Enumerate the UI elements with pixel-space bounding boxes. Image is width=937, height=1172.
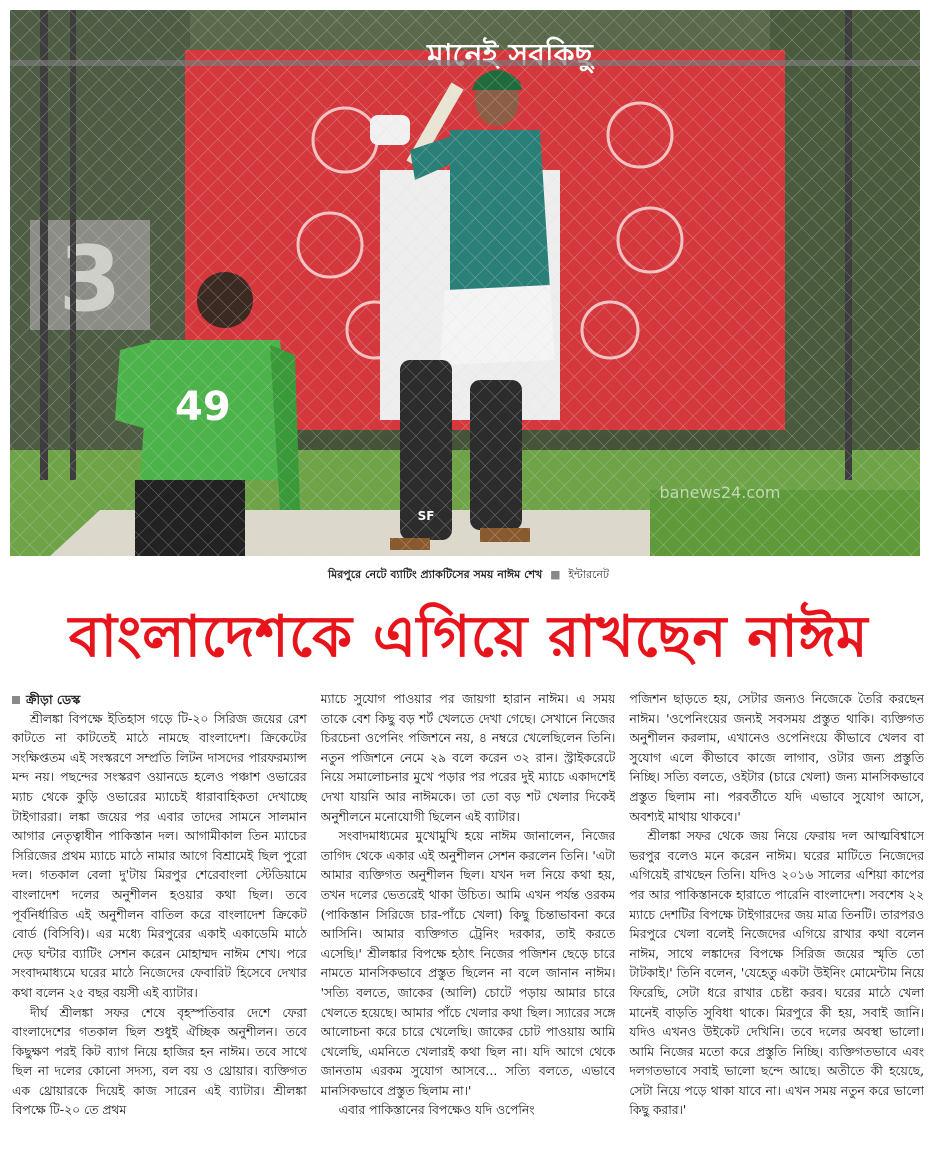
photo-watermark: banews24.com (659, 483, 781, 502)
desk-byline (12, 690, 307, 710)
caption-separator-icon: ■ (550, 568, 561, 581)
paragraph: দীর্ঘ শ্রীলঙ্কা সফর শেষে বৃহস্পতিবার দেশে ফেরা বাংলাদেশের গতকাল ছিল শুধুই ঐচ্ছিক অনুশীলন। তবে কিছুক্ষণ পরই কিট ব্যাগ নিয়ে হাজির হন নাঈম। তবে সাথে ছিল না দলের কোনো সদস্য, বল বয় ও থ্রোয়ার। ব্যক্তিগত এক থ্রোয়ারকে দিয়েই কাজ সারেন এই ব্যাটার। শ্রীলঙ্কা বিপক্ষে টি-২০ তে প্রথম (12, 1005, 307, 1118)
desk-label: ক্রীড়া ডেস্ক (26, 692, 81, 707)
paragraph: সংবাদমাধ্যমের মুখোমুখি হয়ে নাঈম জানালেন, নিজের তাগিদ থেকে একার এই অনুশীলন সেশন করলেন তিনি। 'এটা আমার ব্যক্তিগত অনুশীলন ছিল। যখন দল নিয়ে কথা হয়, তখন দলের ভেতরেই থাকা উচিত। আমি এখন পর্যন্ত ওরকম (পাকিস্তান সিরিজে চার-পাঁচে খেলা) কিছু চিন্তাভাবনা করে আসিনি। আমার ব্যক্তিগত ট্রেনিং দরকার, তাই করতে এসেছি।' শ্রীলঙ্কার বিপক্ষে হঠাৎ নিজের পজিশন ছেড়ে চারে নামতে মানসিকভাবে প্রস্তুত ছিলেন না বলে জানান নাঈম। 'সত্যি বলতে, জাকের (আলি) চোটে পড়ায় আমার চারে খেলতে হয়েছে। আমার পাঁচে খেলার কথা ছিল। স্যারের সঙ্গে আলোচনা করে চারে খেলেছি। জাকের চোট পাওয়ায় আমি খেলেছি, এমনিতে খেলারই কথা ছিল না। যদি আগে থেকে জানতাম এরকম সুযোগ আসবে... সত্যি বলতে, এভাবে মানসিকভাবে প্রস্তুত ছিলাম না।' (320, 829, 616, 1098)
paragraph: ম্যাচে সুযোগ পাওয়ার পর জায়গা হারান নাঈম। এ সময় তাকে বেশ কিছু বড় শর্ট খেলতে দেখা গেছে। সেখানে নিজের চিরচেনা ওপেনিং পজিশনে নয়, ৪ নম্বরে খেলেছিলেন তিনি। নতুন পজিশনে নেমে ২৯ বলে করেন ৩২ রান। স্ট্রাইকরেটে নিয়ে সমালোচনার মুখে পড়ার পর পরের দুই ম্যাচে একাদশেই দেখা যায়নি আর নাঈমকে। তা তো বড় শট খেলার দিকেই অনুশীলনে মনোযোগী ছিলেন এই ব্যাটার। (320, 692, 616, 824)
paragraph: শ্রীলঙ্কা সফর থেকে জয় নিয়ে ফেরায় দল আত্মবিশ্বাসে ভরপুর বলেও মনে করেন নাঈম। ঘরের মাটিতে নিজেদের এগিয়েই রাখছেন তিনি। যদিও ২০১৬ সালের এশিয়া কাপের পর আর পাকিস্তানকে হারাতে পারেনি বাংলাদেশ। সবশেষ ২২ ম্যাচে দেশটির বিপক্ষে টাইগারদের জয় মাত্র তিনটি। তারপরও মিরপুরে খেলা বলেই নিজেদের এগিয়ে রাখার কথা বলেন নাঈম, সাথে লঙ্কাদের বিপক্ষে সিরিজ জয়ের স্মৃতি তো টাটকাই।' তিনি বলেন, 'যেহেতু একটা উইনিং মোমেন্টাম নিয়ে ফিরেছি, সেটা ধরে রাখার চেষ্টা করব। ঘরের মাঠে খেলা মানেই বাড়তি সুবিধা থাকে। মিরপুরে কী হয়, সবাই জানি। যদিও এখনও উইকেট দেখিনি। তবে দলের অবস্থা ভালো। আমি নিজের মতো করে প্রস্তুতি নিচ্ছি। ব্যক্তিগতভাবে এবং দলগতভাবে সবাই ভালো ছন্দে আছে। অতীতে কী হয়েছে, সেটা নিয়ে পড়ে থাকা যাবে না। এখন সময় নতুন করে ভালো কিছু করার।' (629, 829, 925, 1118)
article-body (12, 690, 924, 1164)
article-column-2 (321, 690, 616, 1164)
paragraph: শ্রীলঙ্কা বিপক্ষে ইতিহাস গড়ে টি-২০ সিরিজ জয়ের রেশ কাটতে না কাটতেই মাঠে নামছে বাংলাদেশ। ক্রিকেটের সংক্ষিপ্ততম এই সংস্করণে সম্প্রতি লিটন দাসদের পারফরম্যান্স মন্দ নয়। পছন্দের সংস্করণ ওয়ানডে হলেও পঞ্চাশ ওভারের ম্যাচ থেকে কুড়ি ওভারের ম্যাচেই ধারাবাহিকতা দেখাচ্ছে টাইগাররা। লঙ্কা জয়ের পর এবার তাদের সামনে সালমান আগার নেতৃত্বাধীন পাকিস্তান দল। আগামীকাল তিন ম্যাচের সিরিজের প্রথম ম্যাচে মাঠে নামার আগে বিশ্রামেই ছিল পুরো দল। গতকাল বেলা দু'টায় মিরপুর শেরেবাংলা স্টেডিয়ামে বাংলাদেশ দলের অনুশীলন হওয়ার কথা ছিল। তবে পূর্বনির্ধারিত এই অনুশীলন বাতিল করে বাংলাদেশ ক্রিকেট বোর্ড (বিসিবি)। এর মধ্যে মিরপুরের একাই একাডেমি মাঠে দেড় ঘন্টার ব্যাটিং সেশন করেন মোহাম্মদ নাঈম শেখ। পরে সংবাদমাধ্যমে ঘরের মাঠে নিজেদের ফেবারিট হিসেবে দেখার কথা বলেন ২৫ বছর বয়সী এই ব্যাটার। (12, 711, 307, 1000)
caption-text: মিরপুরে নেটে ব্যাটিং প্র্যাকটিসের সময় নাঈম শেখ (327, 568, 543, 581)
news-photo (10, 10, 920, 556)
article-column-1 (12, 690, 307, 1164)
photo-caption (0, 566, 937, 585)
paragraph: পজিশন ছাড়তে হয়, সেটার জন্যও নিজেকে তৈরি করছেন নাঈম। 'ওপেনিংয়ের জন্যই সবসময় প্রস্তুত থাকি। ব্যক্তিগত অনুশীলন করলাম, এখানেও ওপেনিংয়ে কীভাবে খেলব বা সুযোগ এলে কীভাবে কাজে লাগাব, ওটার জন্য প্রস্তুতি নিচ্ছি। সত্যি বলতে, ওইটার (চারে খেলা) জন্য মানসিকভাবে প্রস্তুত ছিলাম না। পরবর্তীতে যদি এভাবে সুযোগ আসে, অবশ্যই মাথায় থাকবে।' (629, 692, 925, 824)
bullet-square-icon (12, 696, 20, 704)
headline: বাংলাদেশকে এগিয়ে রাখছেন নাঈম (68, 604, 869, 670)
article-column-3 (629, 690, 924, 1164)
paragraph: এবার পাকিস্তানের বিপক্ষেও যদি ওপেনিং (338, 1103, 535, 1118)
caption-credit: ইন্টারনেট (568, 568, 609, 581)
